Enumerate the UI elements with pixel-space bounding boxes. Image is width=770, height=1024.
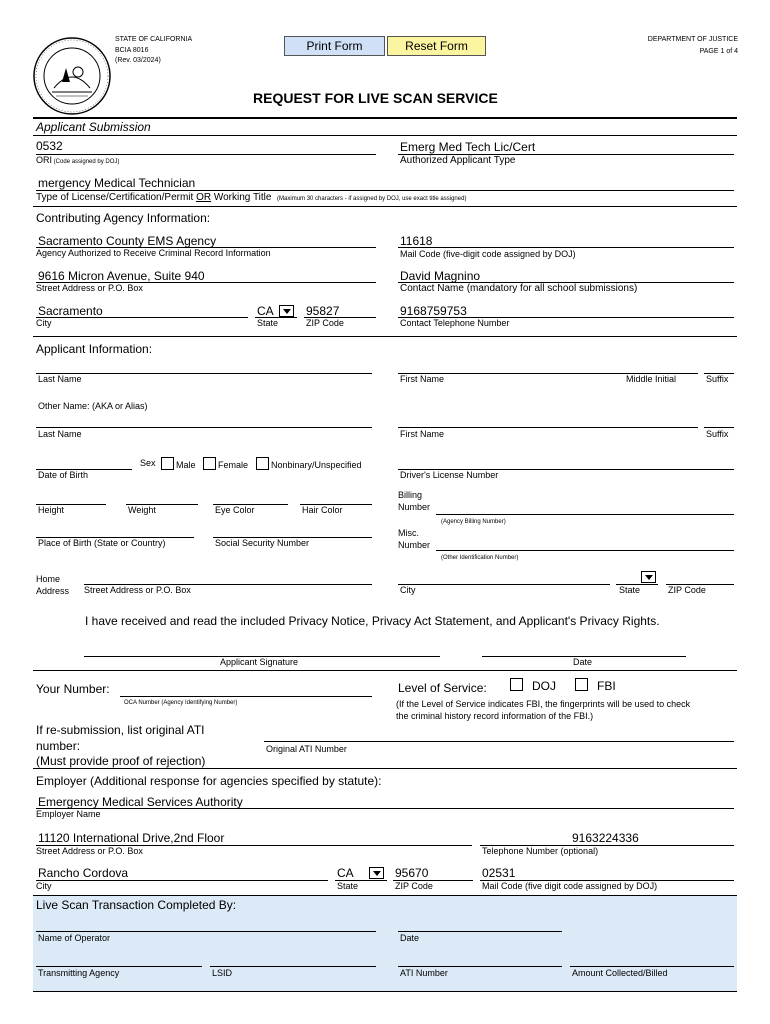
employer-mail-code-field[interactable]: 02531 <box>482 866 516 880</box>
billing-sub-label: (Agency Billing Number) <box>441 519 506 525</box>
form-revision: (Rev. 03/2024) <box>115 57 161 64</box>
applicant-type-field[interactable]: Emerg Med Tech Lic/Cert <box>400 140 536 154</box>
male-checkbox[interactable] <box>161 457 174 470</box>
license-title-field[interactable]: mergency Medical Technician <box>38 176 196 190</box>
resubmission-label-3: (Must provide proof of rejection) <box>36 754 206 768</box>
billing-label-2: Number <box>398 502 431 512</box>
weight-label: Weight <box>128 505 156 515</box>
agency-state-field[interactable]: CA <box>257 304 274 318</box>
employer-state-dropdown[interactable] <box>369 867 384 879</box>
last-name-label: Last Name <box>38 374 82 384</box>
female-label: Female <box>218 460 249 470</box>
male-label: Male <box>176 460 196 470</box>
employer-city-label: City <box>36 881 52 891</box>
signature-date-label: Date <box>573 657 593 667</box>
your-number-label: Your Number: <box>36 682 110 696</box>
applicant-type-label: Authorized Applicant Type <box>400 155 516 166</box>
misc-label-2: Number <box>398 540 431 550</box>
oca-number-label: OCA Number (Agency Identifying Number) <box>124 700 238 706</box>
agency-street-field[interactable]: 9616 Micron Avenue, Suite 940 <box>38 269 205 283</box>
chevron-down-icon <box>645 575 653 580</box>
transaction-date-label: Date <box>400 933 420 943</box>
mail-code-label: Mail Code (five-digit code assigned by DOJ) <box>400 249 576 259</box>
agency-state-dropdown[interactable] <box>279 305 294 317</box>
agency-street-label: Street Address or P.O. Box <box>36 283 143 293</box>
chevron-down-icon <box>373 871 381 876</box>
first-name-label: First Name <box>400 374 445 384</box>
employer-street-field[interactable]: 11120 International Drive,2nd Floor <box>38 831 225 845</box>
original-ati-label: Original ATI Number <box>266 744 347 754</box>
page-number: PAGE 1 of 4 <box>699 48 738 55</box>
contact-phone-label: Contact Telephone Number <box>400 318 510 328</box>
hair-color-label: Hair Color <box>302 505 343 515</box>
drivers-license-label: Driver's License Number <box>400 470 499 480</box>
reset-form-button[interactable]: Reset Form <box>387 36 486 56</box>
alias-last-name-label: Last Name <box>38 429 82 439</box>
lsid-label: LSID <box>212 968 233 978</box>
resubmission-label-2: number: <box>36 739 81 753</box>
employer-heading: Employer (Additional response for agencies specified by statute): <box>36 774 382 788</box>
employer-state-field[interactable]: CA <box>337 866 354 880</box>
agency-label: Agency Authorized to Receive Criminal Record Information <box>36 248 271 258</box>
fbi-checkbox[interactable] <box>575 678 588 691</box>
other-name-label: Other Name: (AKA or Alias) <box>38 401 148 411</box>
home-city-label: City <box>400 585 416 595</box>
height-label: Height <box>38 505 65 515</box>
employer-mail-code-label: Mail Code (five digit code assigned by DOJ) <box>482 881 658 891</box>
department: DEPARTMENT OF JUSTICE <box>647 36 738 43</box>
home-label-2: Address <box>36 586 70 596</box>
fbi-note-line1: (If the Level of Service indicates FBI, the fingerprints will be used to check <box>396 699 691 709</box>
employer-zip-field[interactable]: 95670 <box>395 866 429 880</box>
agency-field[interactable]: Sacramento County EMS Agency <box>38 234 217 248</box>
form-number: BCIA 8016 <box>115 47 149 54</box>
employer-state-label: State <box>337 881 359 891</box>
employer-name-label: Employer Name <box>36 809 101 819</box>
home-street-label: Street Address or P.O. Box <box>84 585 191 595</box>
home-label-1: Home <box>36 574 61 584</box>
operator-name-label: Name of Operator <box>38 933 111 943</box>
nonbinary-label: Nonbinary/Unspecified <box>271 460 362 470</box>
misc-sub-label: (Other Identification Number) <box>441 555 519 561</box>
eye-color-label: Eye Color <box>215 505 255 515</box>
doj-label: DOJ <box>532 679 556 693</box>
resubmission-label-1: If re-submission, list original ATI <box>36 723 205 737</box>
privacy-statement: I have received and read the included Privacy Notice, Privacy Act Statement, and Applicant's Privacy Rights. <box>85 614 660 628</box>
suffix-label: Suffix <box>706 374 729 384</box>
mail-code-field[interactable]: 11618 <box>400 234 433 248</box>
fbi-note-line2: the criminal history record information of the FBI.) <box>396 711 594 721</box>
contact-phone-field[interactable]: 9168759753 <box>400 304 467 318</box>
license-title-label: Type of License/Certification/Permit OR Working Title (Maximum 30 characters - if assigned by DOJ, use exact title assigned) <box>36 192 467 203</box>
dob-label: Date of Birth <box>38 470 89 480</box>
doj-checkbox[interactable] <box>510 678 523 691</box>
agency-zip-field[interactable]: 95827 <box>306 304 340 318</box>
ori-field[interactable]: 0532 <box>36 139 63 153</box>
alias-suffix-label: Suffix <box>706 429 729 439</box>
contact-name-label: Contact Name (mandatory for all school submissions) <box>400 283 638 294</box>
middle-initial-label: Middle Initial <box>626 374 677 384</box>
transmitting-agency-label: Transmitting Agency <box>38 968 120 978</box>
home-state-dropdown[interactable] <box>641 571 656 583</box>
agency-city-field[interactable]: Sacramento <box>38 304 103 318</box>
form-title: REQUEST FOR LIVE SCAN SERVICE <box>253 90 498 106</box>
employer-name-field[interactable]: Emergency Medical Services Authority <box>38 795 243 809</box>
home-zip-label: ZIP Code <box>668 585 706 595</box>
applicant-info-heading: Applicant Information: <box>36 342 153 356</box>
amount-collected-label: Amount Collected/Billed <box>572 968 668 978</box>
employer-phone-label: Telephone Number (optional) <box>482 846 599 856</box>
ati-number-label: ATI Number <box>400 968 448 978</box>
transaction-heading: Live Scan Transaction Completed By: <box>36 898 237 912</box>
sex-label: Sex <box>140 458 156 468</box>
agency-city-label: City <box>36 318 52 328</box>
print-form-button[interactable]: Print Form <box>284 36 385 56</box>
nonbinary-checkbox[interactable] <box>256 457 269 470</box>
female-checkbox[interactable] <box>203 457 216 470</box>
applicant-submission-heading: Applicant Submission <box>36 120 151 134</box>
home-state-label: State <box>619 585 641 595</box>
chevron-down-icon <box>283 309 291 314</box>
billing-label-1: Billing <box>398 490 423 500</box>
contributing-agency-heading: Contributing Agency Information: <box>36 211 211 225</box>
signature-label: Applicant Signature <box>220 657 299 667</box>
employer-street-label: Street Address or P.O. Box <box>36 846 143 856</box>
agency-state-label: State <box>257 318 279 328</box>
alias-first-name-label: First Name <box>400 429 445 439</box>
place-of-birth-label: Place of Birth (State or Country) <box>38 538 166 548</box>
contact-name-field[interactable]: David Magnino <box>400 269 481 283</box>
agency-zip-label: ZIP Code <box>306 318 344 328</box>
ori-label: ORI (Code assigned by DOJ) <box>36 155 120 165</box>
fbi-label: FBI <box>597 679 616 693</box>
employer-zip-label: ZIP Code <box>395 881 433 891</box>
employer-city-field[interactable]: Rancho Cordova <box>38 866 129 880</box>
state-seal <box>32 36 112 116</box>
employer-phone-field[interactable]: 9163224336 <box>572 831 639 845</box>
agency-line1: STATE OF CALIFORNIA <box>115 36 193 43</box>
misc-label-1: Misc. <box>398 528 419 538</box>
ssn-label: Social Security Number <box>215 538 310 548</box>
level-of-service-label: Level of Service: <box>398 681 487 695</box>
